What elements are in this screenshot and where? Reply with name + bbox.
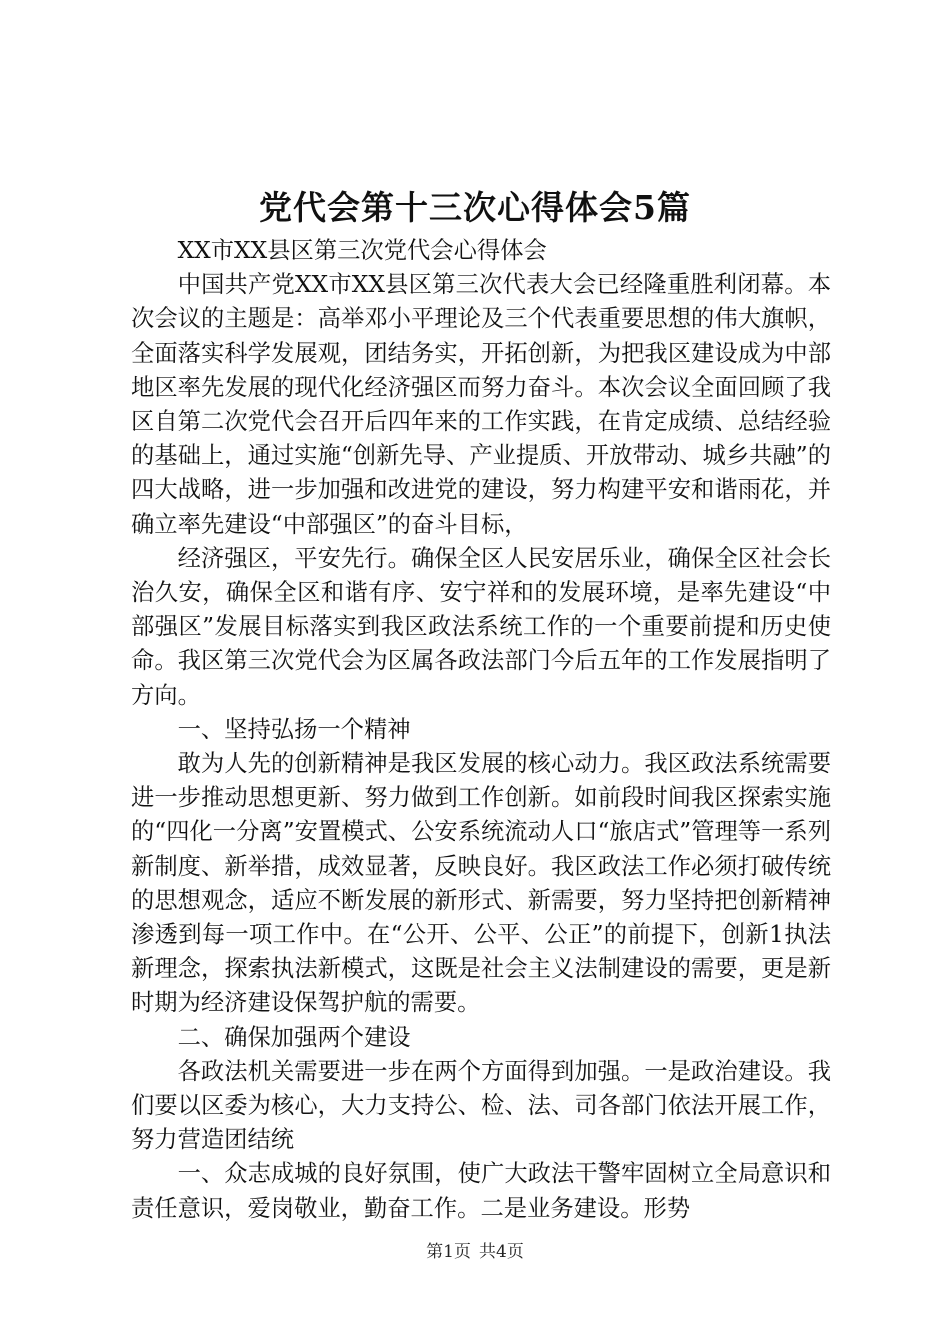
- paragraph: 敢为人先的创新精神是我区发展的核心动力。我区政法系统需要进一步推动思想更新、努力做到工作创新。如前段时间我区探索实施的“四化一分离”安置模式、公安系统流动人口“旅店式”管理等一系列新制度、新举措，成效显著，反映良好。我区政法工作必须打破传统的思想观念，适应不断发展的新形式、新需要，努力坚持把创新精神渗透到每一项工作中。在“公开、公平、公正”的前提下，创新1执法新理念，探索执法新模式，这既是社会主义法制建设的需要，更是新时期为经济建设保驾护航的需要。: [131, 750, 831, 1017]
- paragraph: 经济强区，平安先行。确保全区人民安居乐业，确保全区社会长治久安，确保全区和谐有序、安宁祥和的发展环境，是率先建设“中部强区”发展目标落实到我区政法系统工作的一个重要前提和历史使命。我区第三次党代会为区属各政法部门今后五年的工作发展指明了方向。: [131, 544, 831, 709]
- paragraph: 各政法机关需要进一步在两个方面得到加强。一是政治建设。我们要以区委为核心，大力支持公、检、法、司各部门依法开展工作，努力营造团结统: [131, 1057, 831, 1154]
- document-body: [131, 234, 831, 1226]
- page-total: 共4页: [479, 1242, 524, 1262]
- paragraph: 中国共产党XX市XX县区第三次代表大会已经隆重胜利闭幕。本次会议的主题是：高举邓小平理论及三个代表重要思想的伟大旗帜，全面落实科学发展观，团结务实，开拓创新，为把我区建设成为中部地区率先发展的现代化经济强区而努力奋斗。本次会议全面回顾了我区自第二次党代会召开后四年来的工作实践，在肯定成绩、总结经验的基础上，通过实施“创新先导、产业提质、开放带动、城乡共融”的四大战略，进一步加强和改进党的建设，努力构建平安和谐雨花，并确立率先建设“中部强区”的奋斗目标，: [131, 271, 831, 538]
- page-number-footer: [0, 1240, 950, 1264]
- page-current: 第1页: [426, 1242, 471, 1262]
- document-title: 党代会第十三次心得体会5篇: [259, 188, 691, 227]
- section-heading: 一、坚持弘扬一个精神: [177, 715, 411, 743]
- paragraph-subtitle: XX市XX县区第三次党代会心得体会: [177, 237, 547, 264]
- section-heading: 二、确保加强两个建设: [177, 1023, 411, 1051]
- paragraph: 一、众志成城的良好氛围，使广大政法干警牢固树立全局意识和责任意识，爱岗敬业，勤奋工作。二是业务建设。形势: [131, 1160, 831, 1222]
